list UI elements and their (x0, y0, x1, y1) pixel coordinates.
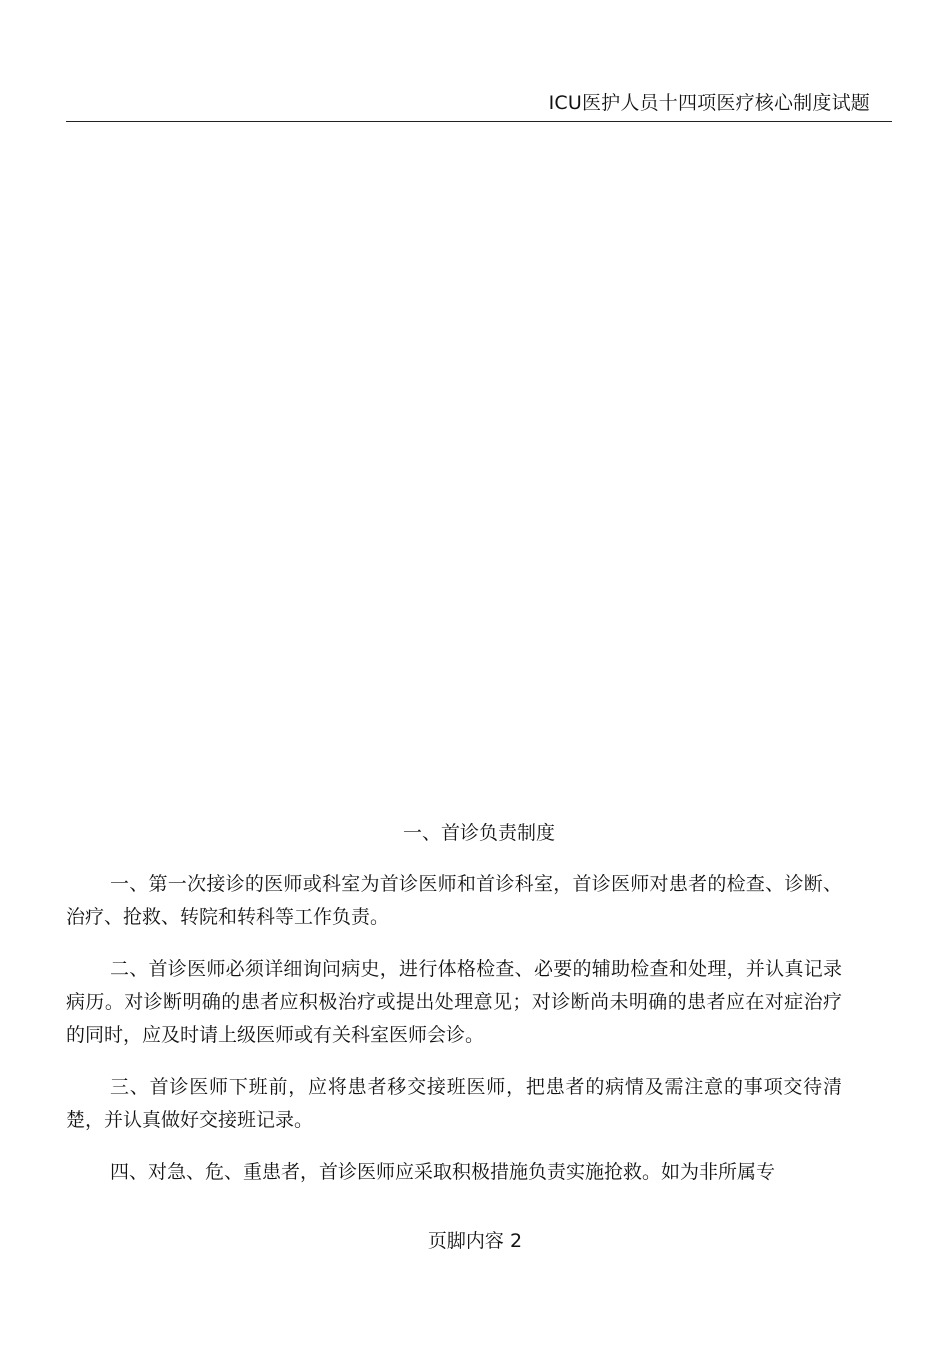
paragraph-4: 四、对急、危、重患者，首诊医师应采取积极措施负责实施抢救。如为非所属专 (110, 1161, 776, 1183)
paragraph-2: 二、首诊医师必须详细询问病史，进行体格检查、必要的辅助检查和处理，并认真记录病历。对诊断明确的患者应积极治疗或提出处理意见；对诊断尚未明确的患者应在对症治疗的同时，应及时请上级医师或有关科室医师会诊。 (66, 958, 842, 1046)
header-title: ICU医护人员十四项医疗核心制度试题 (548, 92, 870, 114)
page-footer: 页脚内容 2 (427, 1230, 523, 1252)
paragraph-3: 三、首诊医师下班前，应将患者移交接班医师，把患者的病情及需注意的事项交待清楚，并认真做好交接班记录。 (66, 1076, 842, 1131)
paragraph-1: 一、第一次接诊的医师或科室为首诊医师和首诊科室，首诊医师对患者的检查、诊断、治疗、抢救、转院和转科等工作负责。 (66, 873, 842, 928)
section-title: 一、首诊负责制度 (402, 822, 555, 844)
header-divider (66, 121, 892, 122)
